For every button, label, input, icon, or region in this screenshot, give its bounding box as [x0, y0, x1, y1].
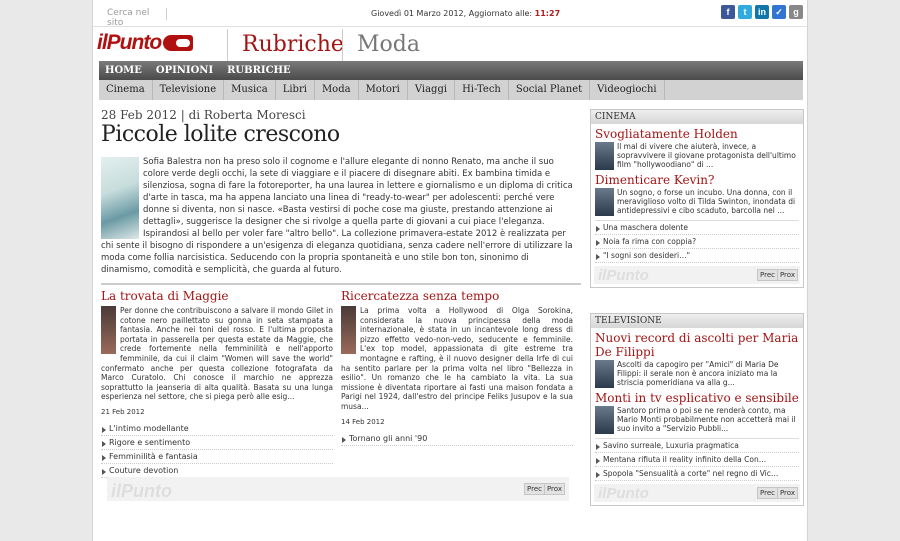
- tv-header: TELEVISIONE: [591, 314, 803, 328]
- tv-item-excerpt: Santoro prima o poi se ne renderà conto, ma Mario Monti probabilmente non accetterà mai il suo invito a "Servizio Pubbli...: [617, 406, 796, 433]
- watermark-logo: ilPunto: [598, 485, 649, 502]
- col2-text: La prima volta a Hollywood di Olga Sorokina, considerata la nuova principessa della moda internazionale, è stata in un incantevole long dress di pizzo effetto vedo-non-vedo, seducente e femminile. L'ex top model, appassionata di gite estreme tra montagne e rafting, è il nuovo designer della Irfe di cui ha sentito parlare per la prima volta nel libro "Bellezza in esilio". Un romanzo che le ha cambiato la vita. La sua missione è diventata riportare ai fasti una maison fondata a Parigi nel 1924, dall'estro del principe Feliks Jusupov e la sua musa...: [341, 306, 573, 411]
- cinema-item-title[interactable]: Svogliatamente Holden: [595, 127, 738, 141]
- list-item[interactable]: Femminilità e fantasia: [101, 450, 333, 464]
- nav-opinioni[interactable]: OPINIONI: [155, 65, 214, 76]
- article-body-text: Sofia Balestra non ha preso solo il cognome e l'allure elegante di nonno Renato, ma anche il suo colore verde degli occhi, la sete di viaggiare e il piacere di disegnare abiti. Ex bambina timida e silenziosa, sogna di fare la fotoreporter, ha una laurea in lettere e giornalismo e un diploma di critica d'arte in tasca, ma ha appena lanciato una linea di "ready-to-wear" per adolescenti: perché vere donne si diventa, non si nasce. «Basta vestirsi di poche cose ma giuste, prestando attenzione ai dettagli», suggerisce la designer che si rivolge a quella parte di giovani a cui piace l'eleganza. Ispirandosi al bello per voler fare "altro bello". La collezione primavera-estate 2012 è realizzata per chi sente il bisogno di rispondere a un'esigenza di eleganza quotidiana, senza cadere nell'errore di utilizzare la moda come follia narcisistica. Seducendo con la propria spontaneità e uno stile bon ton, sinonimo di dinamismo, comodità e semplicità, che guarda al futuro.: [101, 157, 573, 275]
- top-bar: [93, 0, 808, 27]
- list-item[interactable]: Couture devotion: [101, 464, 333, 478]
- nav-rubriche[interactable]: RUBRICHE: [227, 65, 291, 76]
- social-icons: [721, 5, 803, 19]
- watermark-logo: ilPunto: [598, 267, 649, 284]
- next-button[interactable]: Prox: [777, 269, 798, 281]
- list-item[interactable]: Mentana rifiuta il reality infinito della Con…: [595, 453, 799, 467]
- prev-button[interactable]: Prec: [524, 483, 545, 495]
- list-item[interactable]: Noia fa rima con coppia?: [595, 235, 799, 249]
- pointing-hand-icon: [163, 35, 193, 51]
- watermark-logo: ilPunto: [111, 481, 172, 501]
- next-button[interactable]: Prox: [777, 487, 798, 499]
- linkedin-icon[interactable]: in: [755, 5, 769, 19]
- subnav-videogiochi[interactable]: Videogiochi: [590, 80, 664, 100]
- cinema-item-thumbnail[interactable]: [595, 188, 614, 216]
- update-time: 11:27: [534, 9, 561, 18]
- list-item[interactable]: Rigore e sentimento: [101, 436, 333, 450]
- date-text: Giovedì 01 Marzo 2012, Aggiornato alle:: [371, 9, 533, 18]
- next-button[interactable]: Prox: [544, 483, 565, 495]
- date-bar: [371, 9, 560, 18]
- divider: [101, 283, 581, 285]
- list-item[interactable]: Una maschera dolente: [595, 221, 799, 235]
- tv-item-thumbnail[interactable]: [595, 406, 614, 434]
- col2-title[interactable]: Ricercatezza senza tempo: [341, 289, 500, 303]
- col1-title[interactable]: La trovata di Maggie: [101, 289, 229, 303]
- article-body: [101, 156, 579, 276]
- subsection-title: Moda: [342, 29, 420, 61]
- cinema-header: CINEMA: [591, 110, 803, 124]
- subnav-viaggi[interactable]: Viaggi: [408, 80, 455, 100]
- subnav-moda[interactable]: Moda: [315, 80, 359, 100]
- subnav-social-planet[interactable]: Social Planet: [509, 80, 590, 100]
- col2-thumbnail[interactable]: [341, 306, 356, 354]
- tv-item-thumbnail[interactable]: [595, 360, 614, 388]
- col1-thumbnail[interactable]: [101, 306, 116, 354]
- google-icon[interactable]: g: [789, 5, 803, 19]
- cinema-pager: [594, 266, 800, 284]
- cinema-item-excerpt: Un sogno, o forse un incubo. Una donna, con il meraviglioso volto di Tilda Swinton, inondata di antidepressivi e cibo scaduto, barcolla nel ...: [617, 188, 796, 215]
- list-item[interactable]: Tornano gli anni '90: [341, 432, 573, 446]
- cinema-item-thumbnail[interactable]: [595, 142, 614, 170]
- cinema-item-excerpt: Il mal di vivere che aiuterà, invece, a sopravvivere il giovane protagonista dell'ultimo film "hollywoodiano" di ...: [617, 142, 796, 169]
- article-title: Piccole lolite crescono: [101, 122, 340, 147]
- pager: [107, 477, 569, 501]
- twitter-icon[interactable]: t: [738, 5, 752, 19]
- main-nav: [99, 61, 803, 80]
- col2-date: 14 Feb 2012: [341, 417, 385, 426]
- list-item[interactable]: Spopola "Sensualità a corte" nel regno di Vic…: [595, 467, 799, 481]
- page: [92, 0, 808, 541]
- article-date-author: 28 Feb 2012 | di Roberta Moresci: [101, 108, 306, 122]
- nav-home[interactable]: HOME: [105, 65, 142, 76]
- prev-button[interactable]: Prec: [757, 487, 778, 499]
- subnav-musica[interactable]: Musica: [224, 80, 276, 100]
- tv-item-excerpt: Ascolti da capogiro per "Amici" di Maria De Filippi: il serale non è ancora iniziato ma la striscia pomeridiana va alla g...: [617, 360, 779, 387]
- delicious-icon[interactable]: ✓: [772, 5, 786, 19]
- search-input[interactable]: Cerca nel sito: [107, 8, 167, 20]
- prev-button[interactable]: Prec: [757, 269, 778, 281]
- list-item[interactable]: Savino surreale, Luxuria pragmatica: [595, 439, 799, 453]
- list-item[interactable]: L'intimo modellante: [101, 422, 333, 436]
- cinema-box: [590, 109, 804, 288]
- subnav-hi-tech[interactable]: Hi-Tech: [455, 80, 509, 100]
- col1-text: Per donne che contribuiscono a salvare il mondo Gilet in cotone nero paillettato su gonna in seta stampata a fantasia. Anche nei toni del rosso. E l'ultima proposta portata in passerella per questa estate da Maggie, che crede fortemente nella femminilità e nell'apporto femminile, da cui il claim "Women will save the world" confermato anche per questa collezione fotografata da Marco Curatolo. Chi conosce il marchio ne apprezza soprattutto la jeanseria di alta qualità. Basata su una lunga esperienza nel settore, che si piega però alle esig...: [101, 306, 333, 402]
- tv-box: [590, 313, 804, 506]
- cinema-links: [595, 220, 799, 263]
- subnav-libri[interactable]: Libri: [276, 80, 315, 100]
- subnav-cinema[interactable]: Cinema: [99, 80, 153, 100]
- article-column-1: [101, 289, 333, 478]
- tv-item-title[interactable]: Monti in tv esplicativo e sensibile: [595, 391, 799, 405]
- cinema-item-title[interactable]: Dimenticare Kevin?: [595, 173, 715, 187]
- col1-links: [101, 422, 333, 478]
- col1-date: 21 Feb 2012: [101, 407, 145, 416]
- site-logo[interactable]: [97, 31, 193, 55]
- subnav-motori[interactable]: Motori: [359, 80, 408, 100]
- tv-pager: [594, 484, 800, 502]
- list-item[interactable]: "I sogni son desideri…": [595, 249, 799, 263]
- tv-item-title[interactable]: Nuovi record di ascolti per Maria De Filippi: [595, 331, 799, 359]
- facebook-icon[interactable]: f: [721, 5, 735, 19]
- tv-links: [595, 438, 799, 481]
- article-column-2: [341, 289, 573, 446]
- col2-links: [341, 432, 573, 446]
- subnav-televisione[interactable]: Televisione: [153, 80, 224, 100]
- logo-text: ilPunto: [97, 31, 162, 54]
- section-title[interactable]: Rubriche: [227, 29, 344, 61]
- sub-nav: [99, 80, 803, 100]
